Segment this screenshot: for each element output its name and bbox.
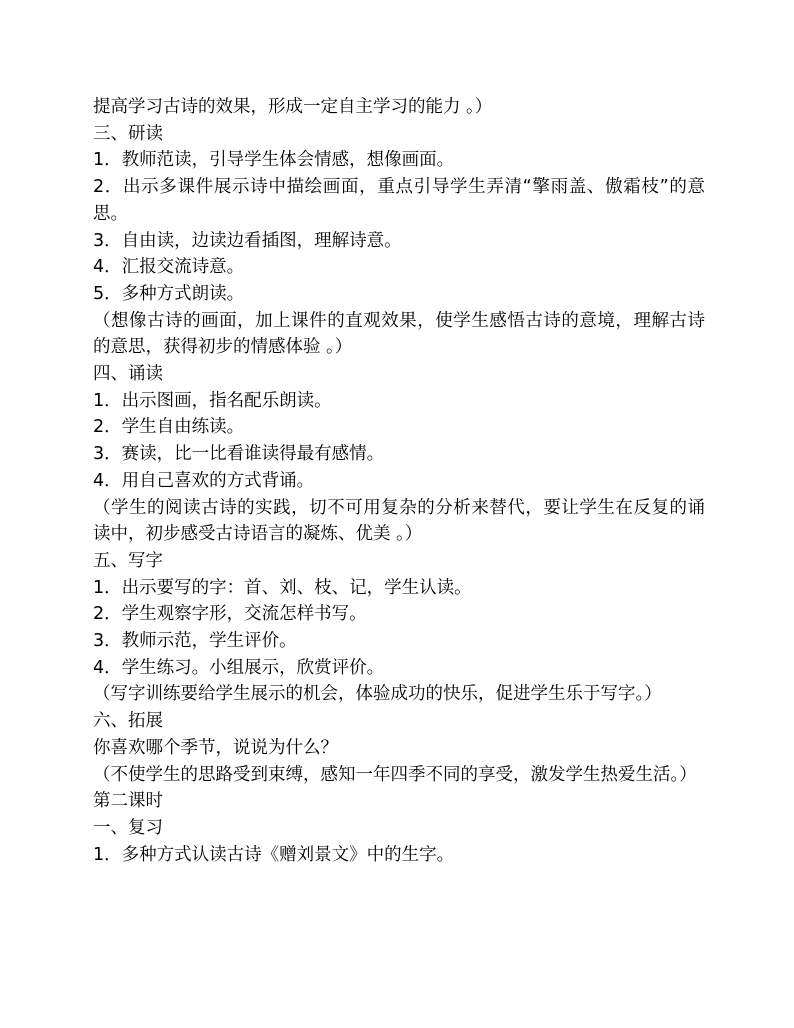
section-heading-review: 一、复习 bbox=[93, 817, 163, 838]
list-item-writing-4: 4．学生练习。小组展示，欣赏评价。 bbox=[93, 657, 385, 678]
section-heading-writing: 五、写字 bbox=[93, 550, 163, 571]
list-item-recite-4: 4．用自己喜欢的方式背诵。 bbox=[93, 470, 315, 491]
list-item-recite-3: 3．赛读，比一比看谁读得最有感情。 bbox=[93, 444, 385, 465]
list-item-writing-2: 2．学生观察字形，交流怎样书写。 bbox=[93, 604, 367, 625]
section-heading-extension: 六、拓展 bbox=[93, 711, 163, 732]
list-item-research-3: 3．自由读，边读边看插图，理解诗意。 bbox=[93, 230, 402, 251]
document-body bbox=[93, 94, 705, 868]
list-item-recite-2: 2．学生自由练读。 bbox=[93, 417, 245, 438]
note-research: （想像古诗的画面，加上课件的直观效果，使学生感悟古诗的意境，理解古诗的意思，获得初步的情感体验 。） bbox=[93, 310, 705, 358]
list-item-research-1: 1．教师范读，引导学生体会情感，想像画面。 bbox=[93, 150, 455, 171]
note-recite: （学生的阅读古诗的实践，切不可用复杂的分析来替代，要让学生在反复的诵读中，初步感受古诗语言的凝炼、优美 。） bbox=[93, 497, 705, 545]
list-item-writing-1: 1．出示要写的字：首、刘、枝、记，学生认读。 bbox=[93, 577, 472, 598]
list-item-recite-1: 1．出示图画，指名配乐朗读。 bbox=[93, 390, 332, 411]
note-writing: （写字训练要给学生展示的机会，体验成功的快乐，促进学生乐于写字。） bbox=[93, 684, 662, 705]
section-heading-research: 三、研读 bbox=[93, 123, 163, 144]
list-item-review-1: 1．多种方式认读古诗《赠刘景文》中的生字。 bbox=[93, 844, 455, 865]
text-line-1: 提高学习古诗的效果，形成一定自主学习的能力 。） bbox=[93, 97, 493, 117]
list-item-research-5: 5．多种方式朗读。 bbox=[93, 283, 245, 304]
lesson-heading-second: 第二课时 bbox=[93, 791, 163, 812]
list-item-research-4: 4．汇报交流诗意。 bbox=[93, 257, 245, 278]
note-extension: （不使学生的思路受到束缚，感知一年四季不同的享受，激发学生热爱生活。） bbox=[93, 764, 697, 785]
question-season: 你喜欢哪个季节，说说为什么？ bbox=[93, 737, 338, 758]
list-item-writing-3: 3．教师示范，学生评价。 bbox=[93, 631, 297, 652]
list-item-research-2: 2．出示多课件展示诗中描绘画面，重点引导学生弄清“擎雨盖、傲霜枝”的意思。 bbox=[93, 177, 705, 224]
section-heading-recite: 四、诵读 bbox=[93, 364, 163, 385]
